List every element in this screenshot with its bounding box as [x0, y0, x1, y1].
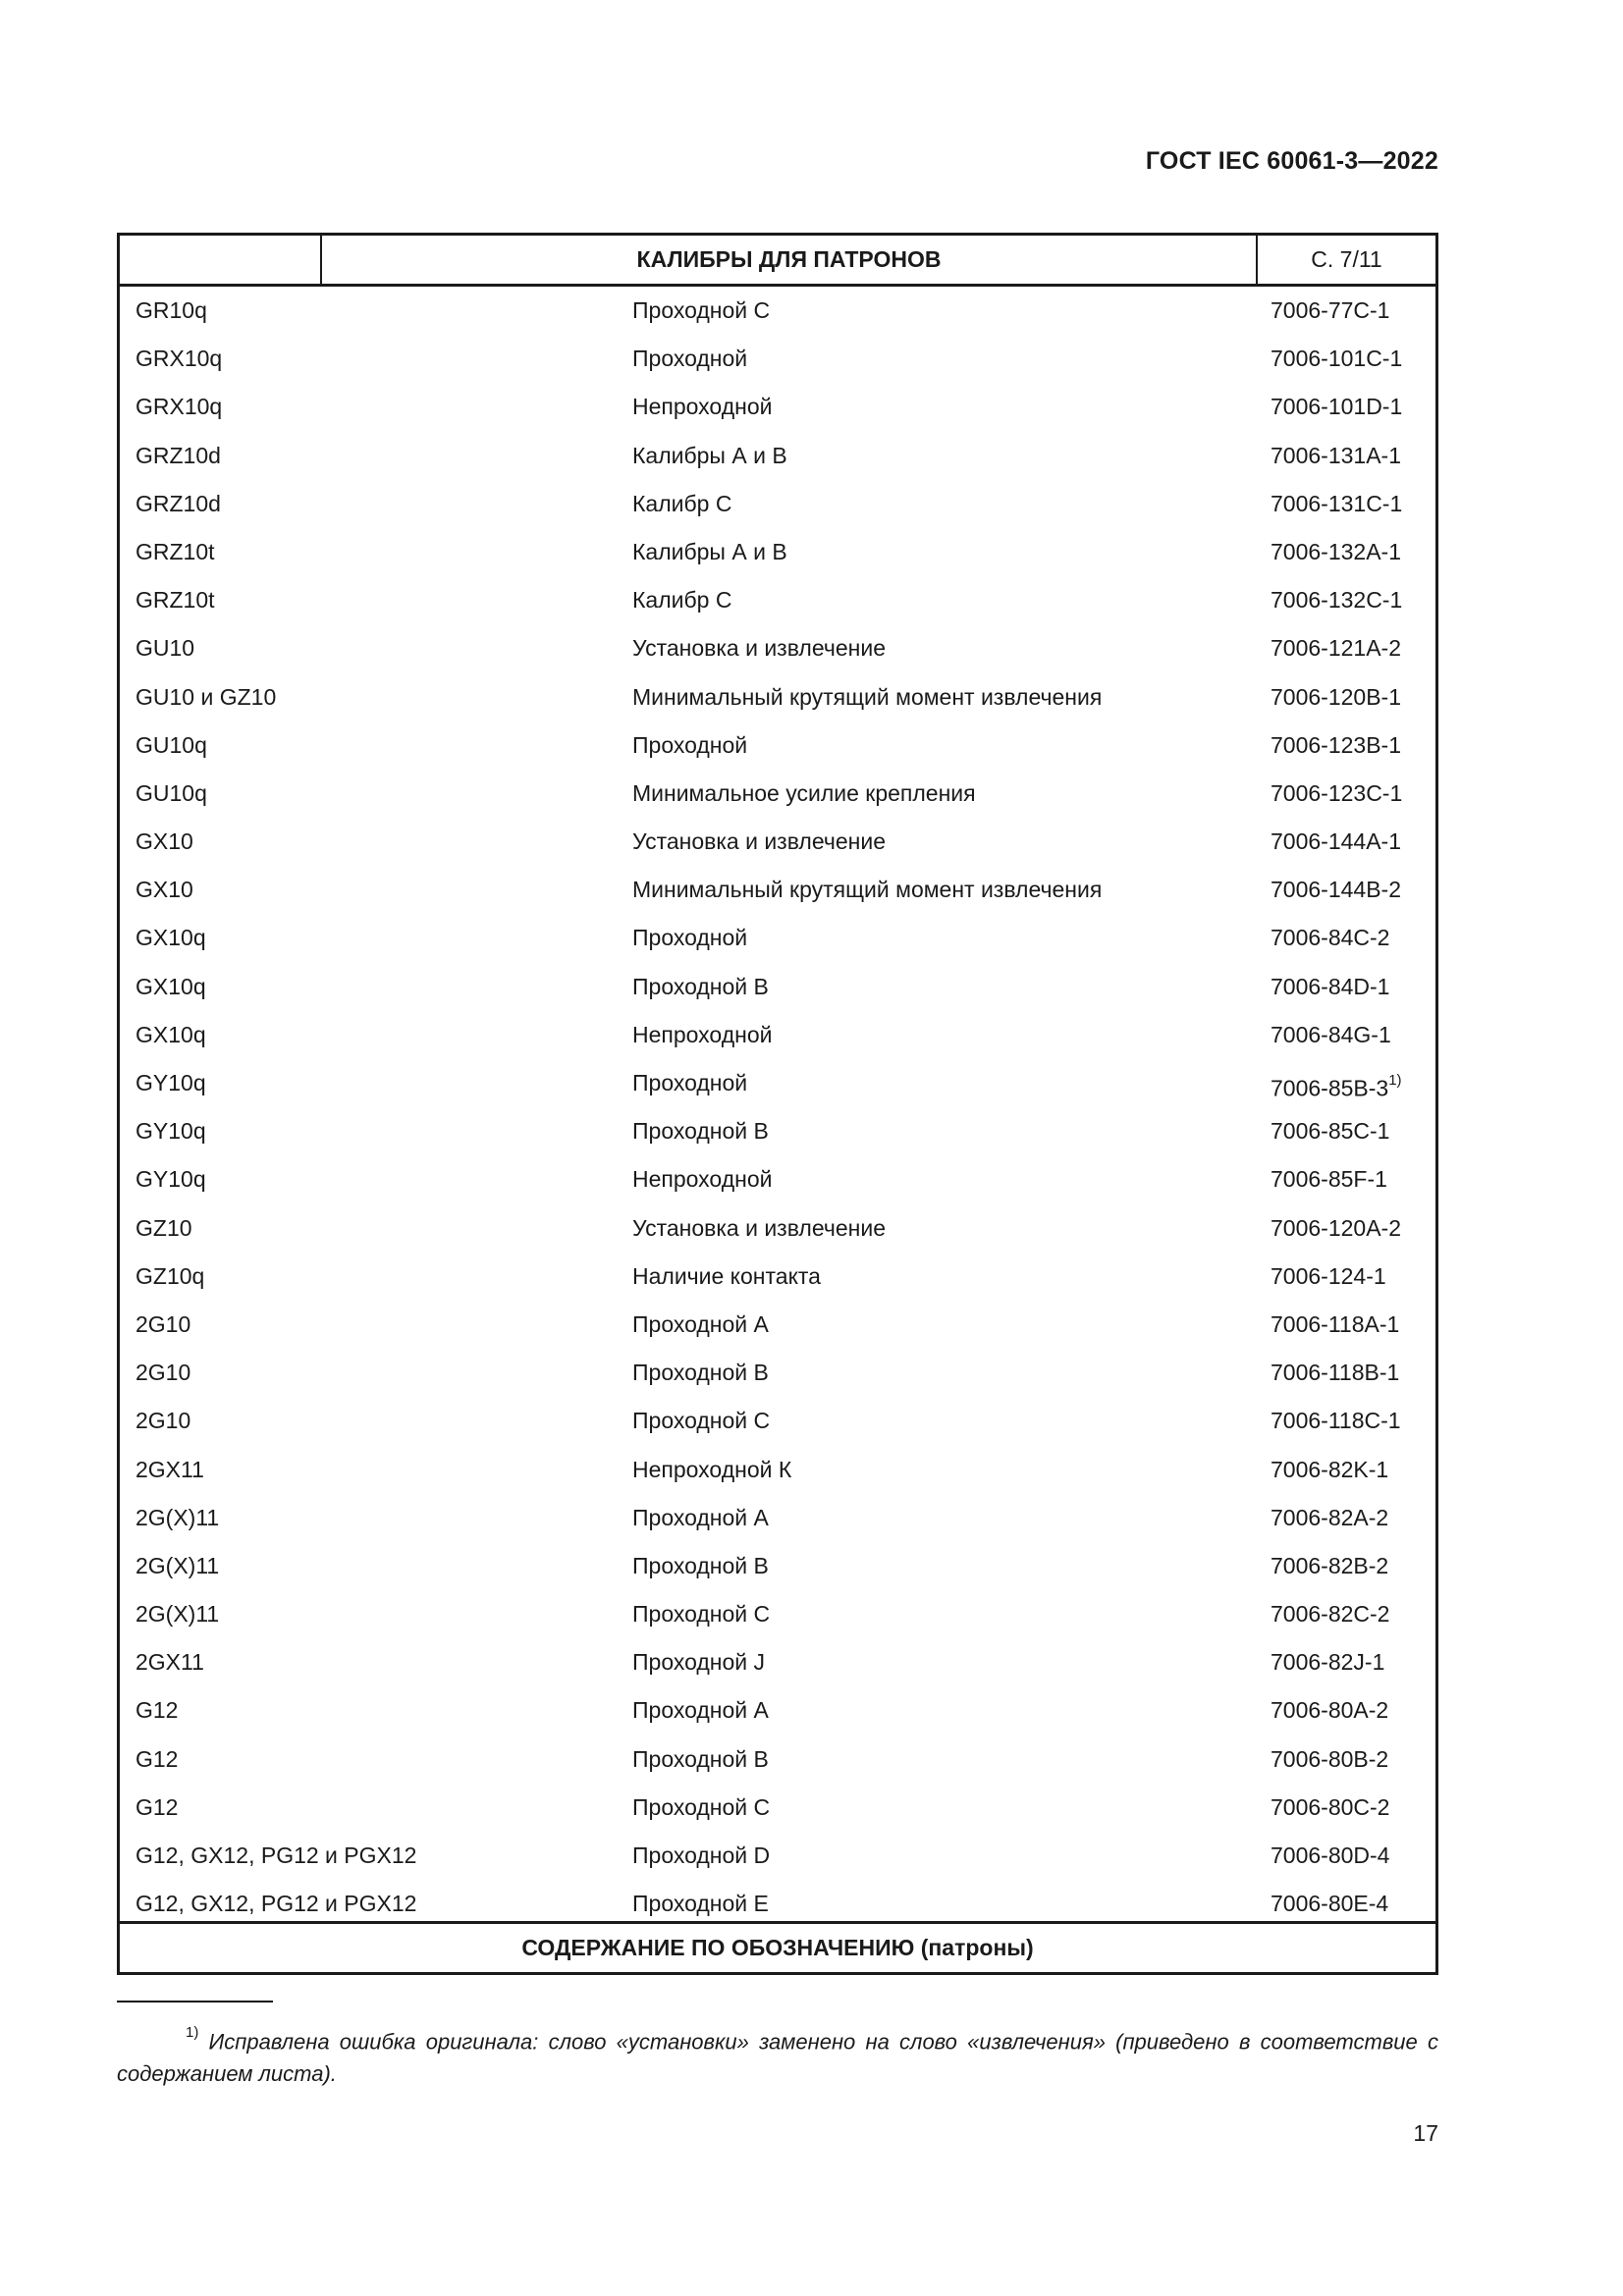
sheet-number-cell — [1271, 1349, 1399, 1397]
cap-designation: GX10q — [135, 925, 206, 951]
cap-designation: GRX10q — [135, 346, 223, 372]
table-row — [120, 1542, 1435, 1590]
footnote-divider — [117, 2001, 273, 2002]
footnote-text: Исправлена ошибка оригинала: слово «установки» заменено на слово «извлечения» (приведено в соответствие с содержанием листа). — [117, 2029, 1438, 2087]
cap-designation: 2G10 — [135, 1360, 191, 1386]
cap-designation: GR10q — [135, 297, 207, 323]
sheet-number: 7006-82B-2 — [1271, 1552, 1389, 1578]
sheet-number: 7006-144A-1 — [1271, 828, 1401, 855]
sheet-header-title: КАЛИБРЫ ДЛЯ ПАТРОНОВ — [636, 246, 942, 272]
sheet-number-cell — [1271, 1542, 1388, 1590]
table-row — [120, 1686, 1435, 1735]
cap-designation: GU10q — [135, 731, 207, 758]
table-row — [120, 1301, 1435, 1349]
footnote — [117, 2020, 1438, 2090]
table-row — [120, 1832, 1435, 1880]
cap-designation: GRZ10d — [135, 490, 221, 516]
cap-designation: G12, GX12, PG12 и PGX12 — [135, 1891, 417, 1917]
cap-designation: GRX10q — [135, 394, 223, 420]
gauge-description: Минимальное усилие крепления — [632, 779, 976, 806]
gauge-description: Проходной С — [632, 1793, 771, 1820]
sheet-number-cell — [1271, 1494, 1388, 1542]
cap-designation: GY10q — [135, 1070, 206, 1095]
table-row — [120, 287, 1435, 335]
cap-designation: GZ10 — [135, 1214, 192, 1241]
document-code: ГОСТ IEC 60061-3—2022 — [1145, 147, 1438, 175]
gauge-description: Проходной — [632, 731, 748, 758]
sheet-number-cell — [1271, 1686, 1388, 1735]
cap-designation: G12 — [135, 1793, 179, 1820]
sheet-number: 7006-80A-2 — [1271, 1697, 1389, 1724]
sheet-number: 7006-123B-1 — [1271, 731, 1401, 758]
table-row — [120, 1590, 1435, 1638]
sheet-number-cell — [1271, 770, 1402, 818]
sheet-number-cell — [1271, 287, 1389, 335]
gauge-description: Проходной — [632, 925, 748, 951]
cap-designation: G12 — [135, 1697, 179, 1724]
gauge-description: Калибр С — [632, 490, 732, 516]
footnote-marker: 1) — [186, 2024, 199, 2041]
sheet-number: 7006-131C-1 — [1271, 490, 1403, 516]
sheet-number: 7006-120B-1 — [1271, 683, 1401, 710]
table-row — [120, 1349, 1435, 1397]
sheet-number: 7006-84C-2 — [1271, 925, 1390, 951]
gauge-description: Проходной С — [632, 1601, 771, 1628]
sheet-number-cell — [1271, 721, 1401, 770]
cap-designation: GRZ10t — [135, 538, 215, 564]
sheet-number: 7006-77C-1 — [1271, 297, 1390, 323]
gauge-description: Непроходной — [632, 394, 773, 420]
gauge-description: Проходной А — [632, 1697, 769, 1724]
sheet-number-cell — [1271, 1784, 1389, 1832]
sheet-number-cell — [1271, 914, 1389, 962]
sheet-number-cell — [1271, 866, 1401, 914]
gauge-description: Проходной — [632, 346, 748, 372]
gauge-description: Проходной А — [632, 1504, 769, 1530]
sheet-number: 7006-80E-4 — [1271, 1891, 1389, 1917]
sheet-number-cell — [1271, 1011, 1391, 1059]
cap-designation: 2G10 — [135, 1310, 191, 1337]
table-row — [120, 528, 1435, 576]
header-empty-cell — [120, 236, 322, 284]
gauge-description: Непроходной — [632, 1166, 773, 1193]
sheet-number: 7006-84G-1 — [1271, 1021, 1391, 1047]
sheet-number-cell — [1271, 1397, 1401, 1445]
sheet-footer-title: СОДЕРЖАНИЕ ПО ОБОЗНАЧЕНИЮ (патроны) — [120, 1921, 1435, 1972]
sheet-number-cell — [1271, 383, 1402, 431]
cap-designation: 2G(X)11 — [135, 1504, 220, 1530]
sheet-number: 7006-80C-2 — [1271, 1793, 1390, 1820]
cap-designation: GU10 и GZ10 — [135, 683, 277, 710]
sheet-number: 7006-123C-1 — [1271, 779, 1403, 806]
sheet-number: 7006-82K-1 — [1271, 1456, 1389, 1482]
gauge-description: Проходной В — [632, 973, 769, 999]
cap-designation: GU10q — [135, 779, 207, 806]
sheet-number-cell — [1271, 624, 1401, 672]
gauge-description: Установка и извлечение — [632, 828, 886, 855]
cap-designation: 2GX11 — [135, 1649, 204, 1676]
sheet-number: 7006-80D-4 — [1271, 1842, 1390, 1868]
cap-designation: GRZ10d — [135, 442, 221, 468]
sheet-number: 7006-85C-1 — [1271, 1118, 1390, 1145]
table-row — [120, 1059, 1435, 1107]
sheet-number: 7006-82A-2 — [1271, 1504, 1389, 1530]
gauge-description: Проходной J — [632, 1649, 766, 1676]
table-row — [120, 818, 1435, 866]
gauge-description: Калибры А и В — [632, 442, 787, 468]
table-row — [120, 1446, 1435, 1494]
sheet-number-cell — [1271, 1155, 1387, 1203]
gauge-description: Наличие контакта — [632, 1262, 821, 1289]
gauge-description: Непроходной К — [632, 1456, 792, 1482]
sheet-header — [120, 236, 1435, 287]
table-row — [120, 1107, 1435, 1155]
gauge-description: Проходной В — [632, 1552, 769, 1578]
sheet-number-cell — [1271, 335, 1402, 383]
sheet-number: 7006-131A-1 — [1271, 442, 1401, 468]
cap-designation: GX10q — [135, 1021, 206, 1047]
sheet-number-cell — [1271, 1253, 1386, 1301]
sheet-number-cell — [1271, 432, 1401, 480]
gauge-description: Установка и извлечение — [632, 1214, 886, 1241]
sheet-number: 7006-84D-1 — [1271, 973, 1390, 999]
gauge-description: Проходной С — [632, 1408, 771, 1434]
table-row — [120, 1204, 1435, 1253]
sheet-number: 7006-132A-1 — [1271, 538, 1401, 564]
cap-designation: GRZ10t — [135, 587, 215, 614]
sheet-number-cell — [1271, 1107, 1389, 1155]
sheet-number-cell — [1271, 1204, 1401, 1253]
table-row — [120, 1253, 1435, 1301]
cap-designation: 2G(X)11 — [135, 1552, 220, 1578]
gauge-description: Проходной В — [632, 1745, 769, 1772]
sheet-number: 7006-85F-1 — [1271, 1166, 1387, 1193]
sheet-number: 7006-144B-2 — [1271, 877, 1401, 903]
table-row — [120, 432, 1435, 480]
cap-designation: GY10q — [135, 1118, 206, 1145]
sheet-number: 7006-82J-1 — [1271, 1649, 1385, 1676]
sheet-number: 7006-120A-2 — [1271, 1214, 1401, 1241]
sheet-number-cell — [1271, 1832, 1389, 1880]
cap-designation: GX10q — [135, 973, 206, 999]
sheet-number-cell — [1271, 818, 1401, 866]
sheet-number: 7006-101C-1 — [1271, 346, 1403, 372]
footnote-reference: 1) — [1388, 1072, 1402, 1089]
sheet-number: 7006-124-1 — [1271, 1262, 1386, 1289]
table-row — [120, 1155, 1435, 1203]
gauge-index-sheet — [117, 233, 1438, 1975]
table-row — [120, 963, 1435, 1011]
gauge-description: Проходной А — [632, 1310, 769, 1337]
gauge-description: Проходной В — [632, 1118, 769, 1145]
table-row — [120, 576, 1435, 624]
sheet-number: 7006-118C-1 — [1271, 1408, 1401, 1434]
sheet-number: 7006-118B-1 — [1271, 1360, 1400, 1386]
sheet-number-cell — [1271, 528, 1401, 576]
cap-designation: 2GX11 — [135, 1456, 204, 1482]
cap-designation: GX10 — [135, 828, 193, 855]
table-row — [120, 673, 1435, 721]
table-row — [120, 335, 1435, 383]
table-row — [120, 866, 1435, 914]
table-row — [120, 624, 1435, 672]
table-row — [120, 914, 1435, 962]
sheet-number-cell — [1271, 1638, 1384, 1686]
gauge-description: Проходной С — [632, 297, 771, 323]
cap-designation: GZ10q — [135, 1262, 205, 1289]
gauge-description: Калибр С — [632, 587, 732, 614]
sheet-number-cell — [1271, 1301, 1399, 1349]
sheet-number: 7006-85B-3 — [1271, 1075, 1389, 1101]
page-number: 17 — [1413, 2120, 1438, 2146]
table-row — [120, 1011, 1435, 1059]
table-row — [120, 1397, 1435, 1445]
gauge-description: Минимальный крутящий момент извлечения — [632, 683, 1103, 710]
sheet-number: 7006-121A-2 — [1271, 635, 1401, 662]
table-row — [120, 1494, 1435, 1542]
gauge-description: Непроходной — [632, 1021, 773, 1047]
cap-designation: G12, GX12, PG12 и PGX12 — [135, 1842, 417, 1868]
sheet-number-cell — [1271, 1735, 1388, 1784]
cap-designation: 2G10 — [135, 1408, 191, 1434]
table-row — [120, 1638, 1435, 1686]
table-row — [120, 1784, 1435, 1832]
table-row — [120, 770, 1435, 818]
sheet-number: 7006-82C-2 — [1271, 1601, 1390, 1628]
table-row — [120, 721, 1435, 770]
table-row — [120, 480, 1435, 528]
gauge-description: Минимальный крутящий момент извлечения — [632, 877, 1103, 903]
sheet-number-cell — [1271, 576, 1402, 624]
sheet-page-indicator: С. 7/11 — [1256, 236, 1435, 284]
sheet-number: 7006-132C-1 — [1271, 587, 1403, 614]
table-row — [120, 383, 1435, 431]
gauge-description: Проходной E — [632, 1891, 769, 1917]
cap-designation: GU10 — [135, 635, 195, 662]
cap-designation: G12 — [135, 1745, 179, 1772]
gauge-description: Проходной — [632, 1070, 748, 1095]
cap-designation: GY10q — [135, 1166, 206, 1193]
sheet-number-cell — [1271, 480, 1402, 528]
cap-designation: GX10 — [135, 877, 193, 903]
table-row — [120, 1735, 1435, 1784]
gauge-description: Проходной В — [632, 1360, 769, 1386]
gauge-description: Проходной D — [632, 1842, 771, 1868]
sheet-number: 7006-118A-1 — [1271, 1310, 1400, 1337]
sheet-number-cell — [1271, 963, 1389, 1011]
gauge-description: Калибры А и В — [632, 538, 787, 564]
gauge-list — [120, 287, 1435, 1928]
sheet-number-cell — [1271, 1059, 1402, 1113]
cap-designation: 2G(X)11 — [135, 1601, 220, 1628]
sheet-number: 7006-101D-1 — [1271, 394, 1403, 420]
sheet-number-cell — [1271, 673, 1401, 721]
gauge-description: Установка и извлечение — [632, 635, 886, 662]
sheet-number-cell — [1271, 1446, 1388, 1494]
sheet-number: 7006-80B-2 — [1271, 1745, 1389, 1772]
sheet-number-cell — [1271, 1590, 1389, 1638]
